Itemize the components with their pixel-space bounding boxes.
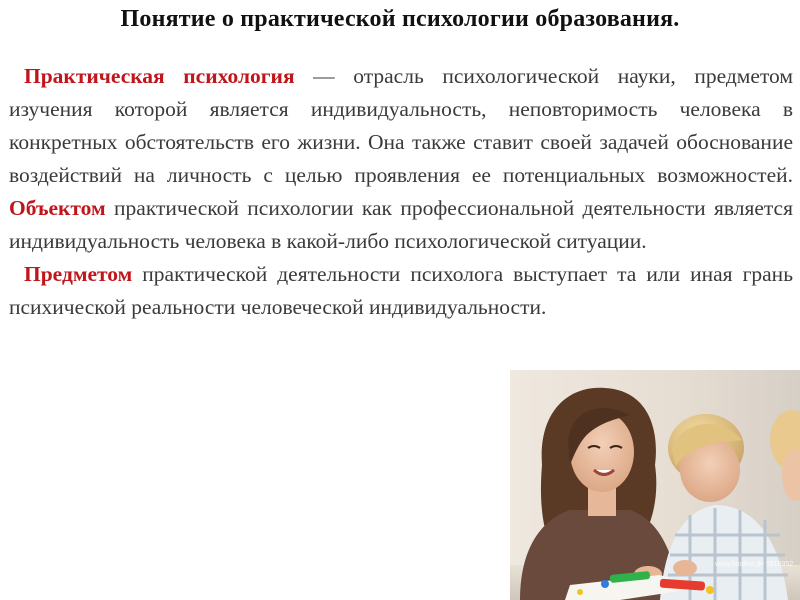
definition-text: — отрасль психологической науки, предметом изучения которой является индивидуальность, неповторимость человека в конкретных обстоятельств его жизни. Она также ставит своей задачей обоснование воздействий на личность с целью проявления ее потенциальных возможностей. bbox=[9, 64, 793, 187]
term-practical-psychology: Практическая психология bbox=[24, 64, 295, 88]
term-subject: Предметом bbox=[24, 262, 133, 286]
slide-title: Понятие о практической психологии образования. bbox=[120, 6, 680, 32]
paragraph-subject bbox=[9, 258, 793, 324]
term-object: Объектом bbox=[9, 196, 106, 220]
teacher-child-photo bbox=[510, 370, 800, 600]
body-text bbox=[9, 60, 793, 324]
paragraph-definition bbox=[9, 60, 793, 258]
photo-watermark: www.fotoline.de 5810352 bbox=[715, 561, 794, 568]
object-text: практической психологии как профессиональной деятельности является индивидуальность человека в какой-либо психологической ситуации. bbox=[9, 196, 793, 253]
subject-text: практической деятельности психолога выступает та или иная грань психической реальности человеческой индивидуальности. bbox=[9, 262, 793, 319]
